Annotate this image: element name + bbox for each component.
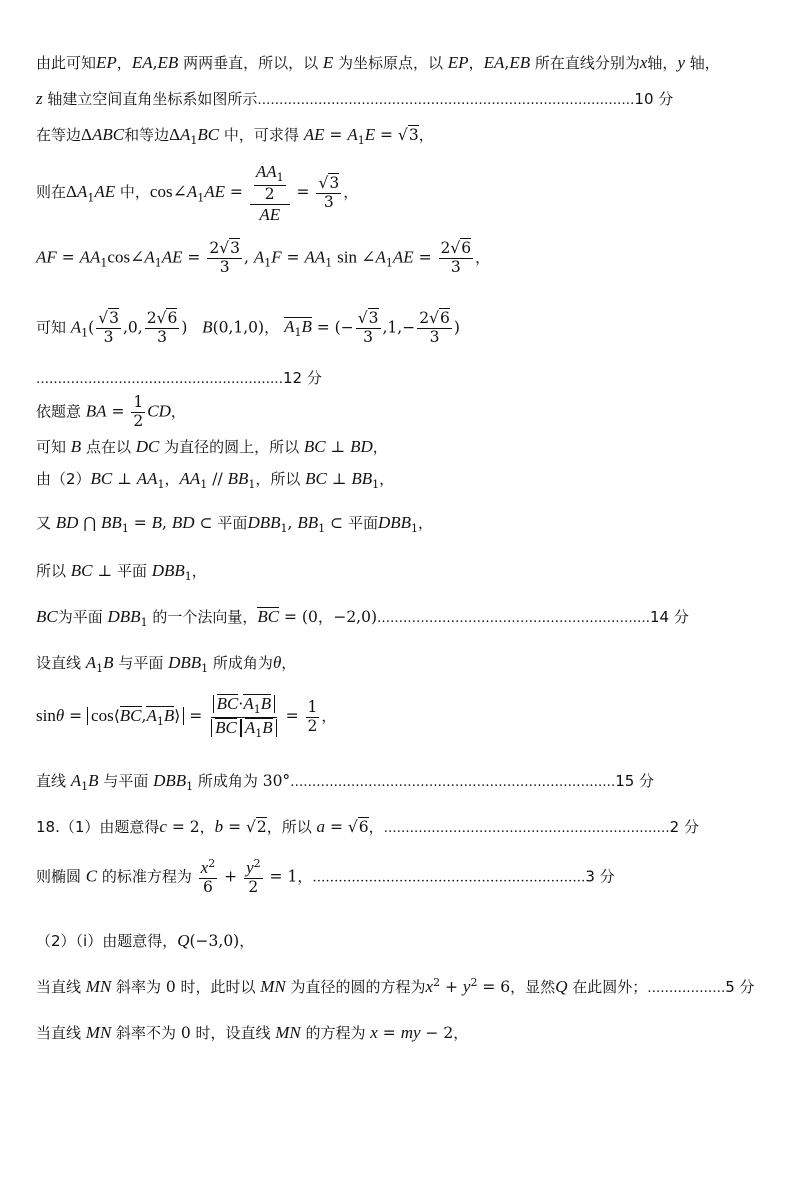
text-line-9: 可知 B 点在以 DC 为直径的圆上，所以 BC ⊥ BD， xyxy=(36,437,388,456)
text-line-10: 由（2）BC ⊥ $AA_1$，$AA_1 // BB_1$，所以 BC ⊥ $BB_1$， xyxy=(36,469,395,492)
score-15: 15 分 xyxy=(615,772,655,790)
score-5: 5 分 xyxy=(725,978,755,997)
text-line-16: 直线 $A_1B$ 与平面 $DBB_1$ 所成角为 30°…………………………………………………………………15 分 xyxy=(36,771,655,794)
text-line-13: BC为平面 $DBB_1$ 的一个法向量，BC = (0，−2,0)………………………………………………………14 分 xyxy=(36,607,689,630)
text-line-4: 则在$\Delta A_1AE$ 中，$\cos\angle A_1AE$ = $\frac{\frac{AA_1}{2}}{AE}$ = $\frac{√3}{3}$ ， xyxy=(36,162,359,224)
text-line-6: 可知 $A_1$( $\frac{√3}{3}$ ,0, $\frac{2√6}{3}$ ) B(0,1,0)， $A_1B$ = (− $\frac{√3}{3}$ ,1,− $\frac{2√6}{3}$ ) xyxy=(36,309,460,346)
text-line-7: …………………………………………………12 分 xyxy=(36,369,322,387)
text-line-12: 所以 BC ⊥ 平面 $DBB_1$， xyxy=(36,561,207,584)
text-line-21: 当直线 MN 斜率不为 0 时，设直线 MN 的方程为 x = my − 2， xyxy=(36,1023,469,1042)
score-12: 12 分 xyxy=(283,369,322,387)
score-3: 3 分 xyxy=(585,867,615,886)
text-line-17: 18.（1）由题意得c = 2，b = √2，所以 a = √6，…………………………………………………………2 分 xyxy=(36,817,699,836)
text-line-2: z 轴建立空间直角坐标系如图所示……………………………………………………………………………10 分 xyxy=(36,89,674,108)
text-line-18: 则椭圆 C 的标准方程为 $\frac{x^2}{6}$ + $\frac{y^2}{2}$ = 1，………………………………………………………3 分 xyxy=(36,857,615,896)
text-line-5: AF = $AA_1\cos\angle A_1AE$ = $\frac{2√3}{3}$ , $A_1F = AA_1$ $\sin \angle A_1AE$ = $\frac{2√6}{3}$ ， xyxy=(36,239,491,276)
text-line-20: 当直线 MN 斜率为 0 时，此时以 MN 为直径的圆的方程为$x^2 + y^2 = 6$，显然Q 在此圆外；………………5 分 xyxy=(36,976,755,997)
text-line-8: 依题意 BA = $\frac{1}{2}$ CD， xyxy=(36,393,186,430)
text-line-14: 设直线 $A_1B$ 与平面 $DBB_1$ 所成角为θ， xyxy=(36,653,297,676)
text-line-3: 在等边ΔABC和等边$\Delta A_1BC$ 中，可求得 AE = $A_1E = √3$， xyxy=(36,125,434,148)
text-line-19: （2）（i）由题意得，Q(−3,0)， xyxy=(36,931,255,950)
score-10: 10 分 xyxy=(634,90,674,108)
text-line-11: 又 BD ⋂ $BB_1 = B$, BD ⊂ 平面$DBB_1$, $BB_1$ ⊂ 平面$DBB_1$， xyxy=(36,513,434,536)
score-14: 14 分 xyxy=(650,608,689,626)
score-2: 2 分 xyxy=(669,818,699,836)
text-line-15: $\sin\theta = \cos⟨BC,A_1B⟩$ = $\frac{BC\cdot A_1B}{BC A_1B}$ = $\frac{1}{2}$ ， xyxy=(36,694,337,740)
text-line-1: 由此可知EP，EA,EB 两两垂直，所以，以 E 为坐标原点，以 EP，EA,EB 所在直线分别为x轴，y 轴， xyxy=(36,53,720,72)
